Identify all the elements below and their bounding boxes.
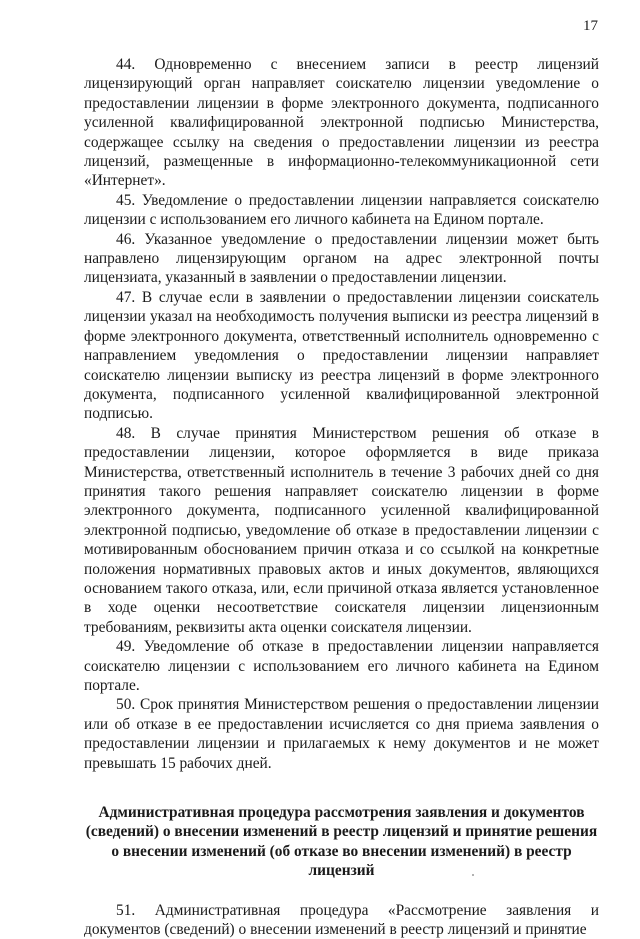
paragraph-47: 47. В случае если в заявлении о предоставлении лицензии соискатель лицензии указал на необходимость получения выписки из реестра лицензий в форме электронного документа, ответственный исполнитель одновременно с направлением уведомления о предоставлении лицензии направляет соискателю лицензии выписку из реестра лицензий в форме электронного документа, подписанного усиленной квалифицированной электронной подписью. [84,288,599,423]
paragraph-44: 44. Одновременно с внесением записи в реестр лицензий лицензирующий орган направляет соискателю лицензии уведомление о предоставлении лицензии в форме электронного документа, подписанного усиленной квалифицированной электронной подписью Министерства, содержащее ссылку на сведения о предоставлении лицензии из реестра лицензий, размещенные в информационно-телекоммуникационной сети «Интернет». [84,56,599,190]
section-heading: Административная процедура рассмотрения заявления и документов (сведений) о внесении изменений в реестр лицензий и принятие решения о внесении изменений (об отказе во внесении изменений) в реестр лицензий [85,804,598,880]
paragraph-45: 45. Уведомление о предоставлении лицензии направляется соискателю лицензии с использованием его личного кабинета на Едином портале. [84,191,599,229]
paragraph-46: 46. Указанное уведомление о предоставлении лицензии может быть направлено лицензирующим органом на адрес электронной почты лицензиата, указанный в заявлении о предоставлении лицензии. [84,230,599,287]
scan-speck [472,874,474,876]
page-number: 17 [583,18,598,34]
paragraph-51: 51. Административная процедура «Рассмотрение заявления и документов (сведений) о внесении изменений в реестр лицензий и принятие [84,901,599,939]
paragraph-48: 48. В случае принятия Министерством решения об отказе в предоставлении лицензии, которое оформляется в виде приказа Министерства, ответственный исполнитель в течение 3 рабочих дней со дня принятия такого решения направляет соискателю лицензии в форме электронного документа, подписанного усиленной квалифицированной электронной подписью, уведомление об отказе в предоставлении лицензии с мотивированным обоснованием причин отказа и со ссылкой на конкретные положения нормативных правовых актов и иных документов, являющихся основанием такого отказа, или, если причиной отказа является установленное в ходе оценки несоответствие соискателя лицензии лицензионным требованиям, реквизиты акта оценки соискателя лицензии. [84,424,599,636]
document-body [84,55,599,939]
paragraph-49: 49. Уведомление об отказе в предоставлении лицензии направляется соискателю лицензии с использованием его личного кабинета на Едином портале. [84,638,599,694]
paragraph-50: 50. Срок принятия Министерством решения о предоставлении лицензии или об отказе в ее предоставлении исчисляется со дня приема заявления о предоставлении лицензии и прилагаемых к нему документов и не может превышать 15 рабочих дней. [84,696,599,772]
